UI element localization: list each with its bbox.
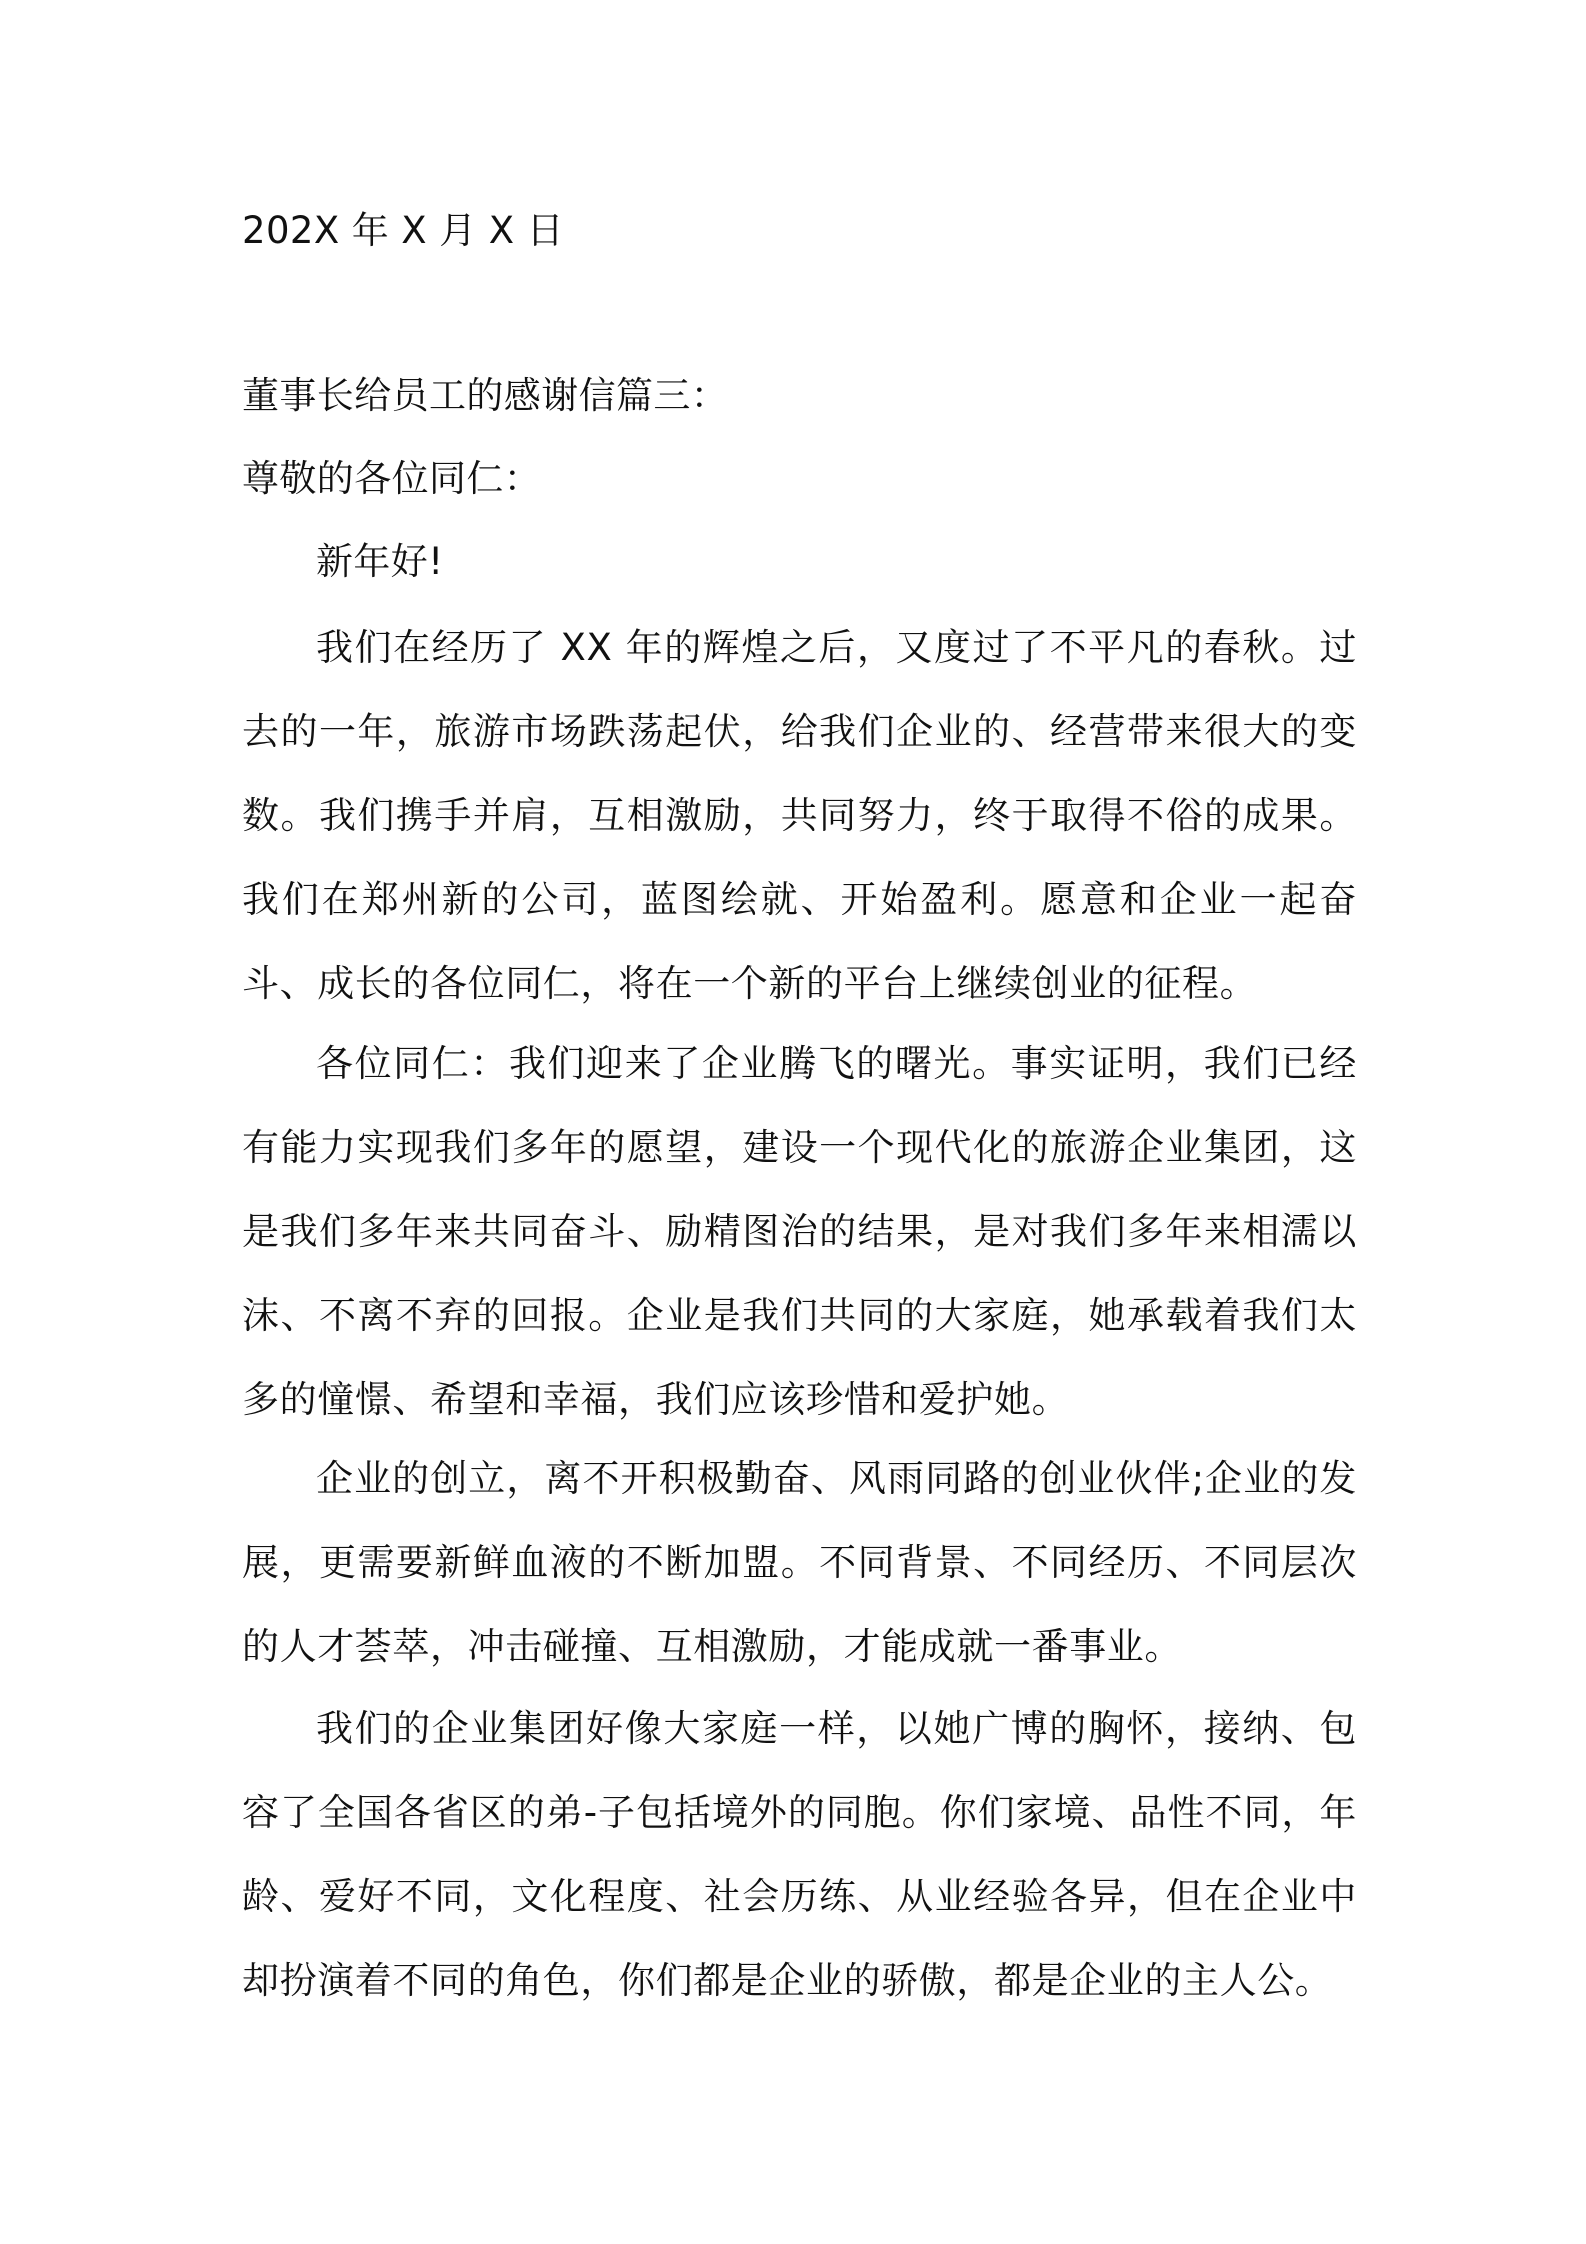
letter-paragraph-3: 企业的创立，离不开积极勤奋、风雨同路的创业伙伴;企业的发展，更需要新鲜血液的不断加盟。不同背景、不同经历、不同层次的人才荟萃，冲击碰撞、互相激励，才能成就一番事业。 (242, 1457, 1357, 1668)
letter-paragraph-1: 我们在经历了 XX 年的辉煌之后，又度过了不平凡的春秋。过去的一年，旅游市场跌荡起伏，给我们企业的、经营带来很大的变数。我们携手并肩，互相激励，共同努力，终于取得不俗的成果。我们在郑州新的公司，蓝图绘就、开始盈利。愿意和企业一起奋斗、成长的各位同仁，将在一个新的平台上继续创业的征程。 (242, 626, 1357, 1005)
letter-date: 202X 年 X 月 X 日 (242, 209, 565, 252)
letter-salutation: 尊敬的各位同仁： (242, 457, 542, 500)
letter-greeting: 新年好! (316, 540, 444, 583)
letter-heading: 董事长给员工的感谢信篇三： (242, 374, 729, 417)
letter-paragraph-4: 我们的企业集团好像大家庭一样，以她广博的胸怀，接纳、包容了全国各省区的弟-子包括境外的同胞。你们家境、品性不同，年龄、爱好不同，文化程度、社会历练、从业经验各异，但在企业中却扮演着不同的角色，你们都是企业的骄傲，都是企业的主人公。 (242, 1707, 1357, 2002)
letter-paragraph-2: 各位同仁：我们迎来了企业腾飞的曙光。事实证明，我们已经有能力实现我们多年的愿望，建设一个现代化的旅游企业集团，这是我们多年来共同奋斗、励精图治的结果，是对我们多年来相濡以沫、不离不弃的回报。企业是我们共同的大家庭，她承载着我们太多的憧憬、希望和幸福，我们应该珍惜和爱护她。 (242, 1042, 1357, 1421)
